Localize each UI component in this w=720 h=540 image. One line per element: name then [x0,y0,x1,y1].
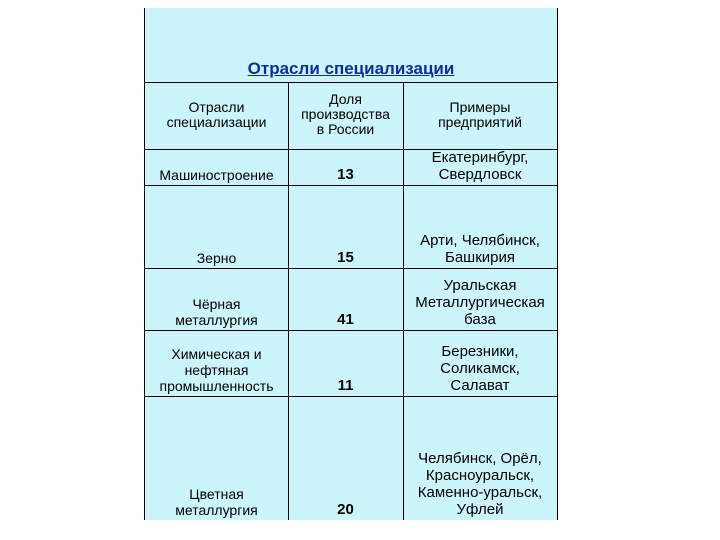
row-branch: Машиностроение [159,167,274,183]
row-branch: Химическая и нефтяная промышленность [159,346,274,394]
row-examples: Челябинск, Орёл, Красноуральск, Каменно-уральск, Уфлей [417,450,543,518]
row-branch: Чёрная металлургия [175,296,258,328]
row-examples: Уральская Металлургическая база [415,277,545,328]
row-branch: Цветная металлургия [175,486,258,518]
header-share: Доля производства в России [301,91,390,137]
table-title: Отрасли специализации [247,59,455,78]
row-examples: Арти, Челябинск, Башкирия [420,232,540,266]
row-share: 15 [337,249,354,266]
row-examples: Екатеринбург, Свердловск [431,149,529,183]
header-branch: Отрасли специализации [166,98,267,130]
row-share: 41 [337,311,354,328]
header-examples: Примеры предприятий [438,98,522,130]
row-share: 11 [337,377,354,394]
row-share: 13 [337,166,354,183]
table-sheet [144,8,558,520]
row-examples: Березники, Соликамск, Салават [440,343,520,394]
row-share: 20 [337,501,354,518]
row-branch: Зерно [196,250,237,266]
